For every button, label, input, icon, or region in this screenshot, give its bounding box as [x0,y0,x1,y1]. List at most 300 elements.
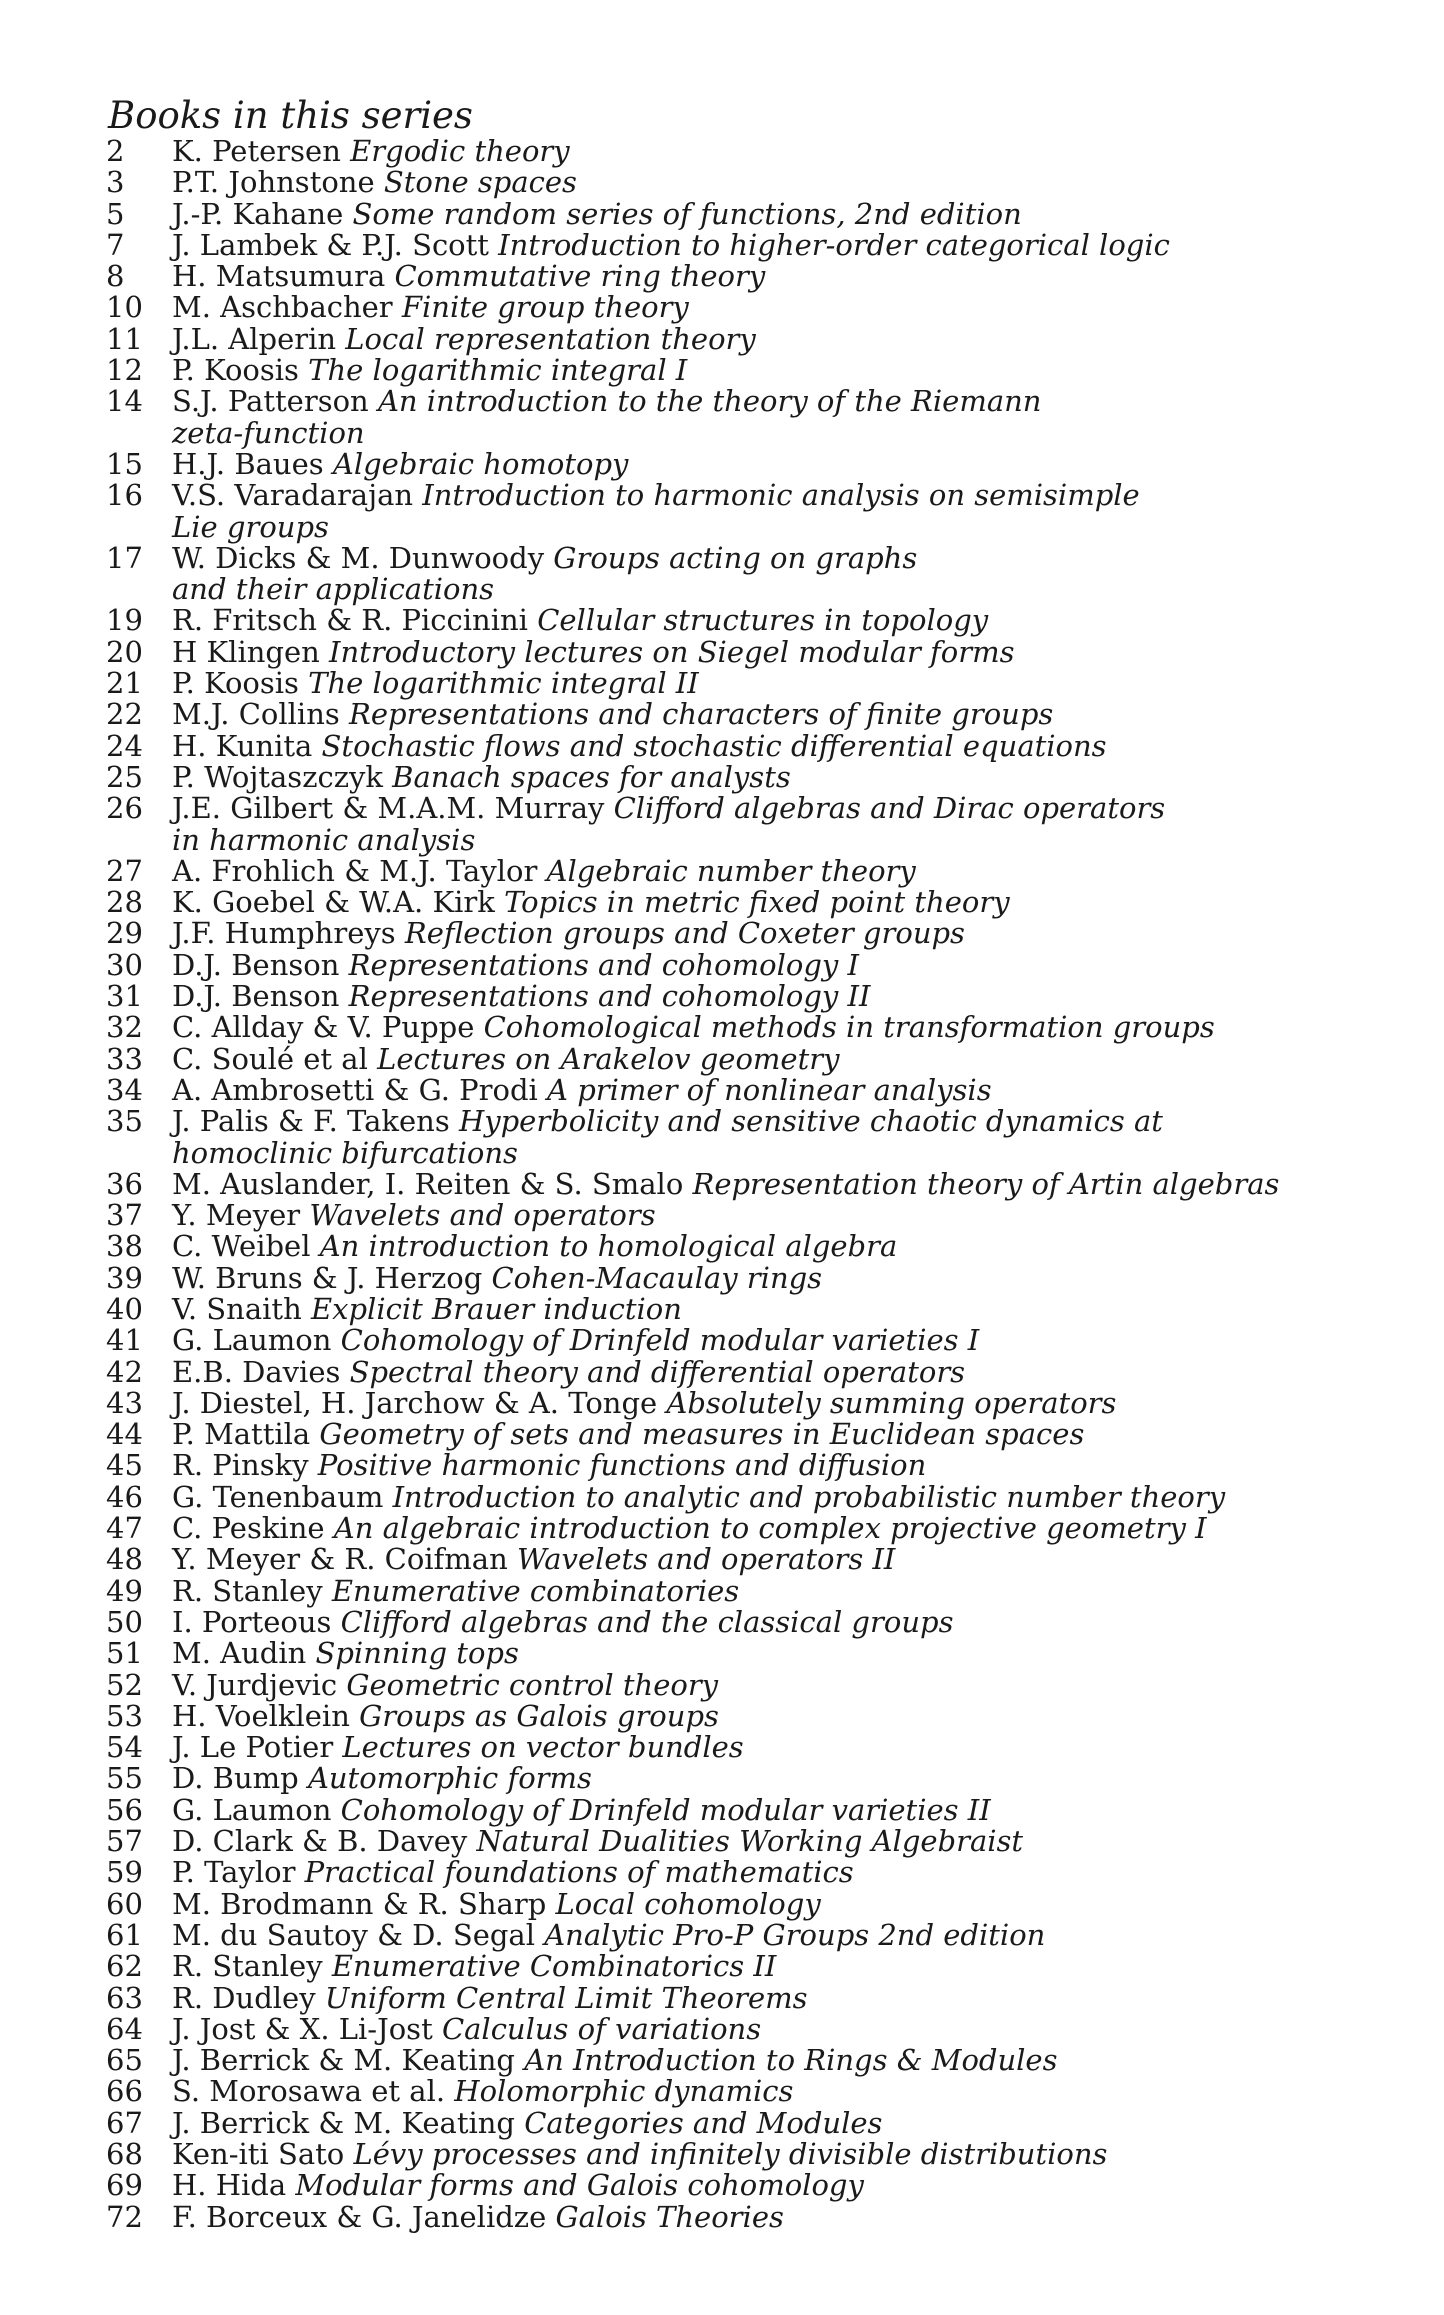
book-citation [172,699,1416,730]
book-citation [172,480,1416,543]
volume-number: 5 [106,196,125,231]
book-title: Reflection groups and Coxeter groups [404,916,965,951]
book-title: Enumerative Combinatorics II [331,1949,777,1984]
book-entry [106,261,1416,292]
citation-line [172,321,1416,356]
volume-number: 10 [106,290,143,325]
book-title: Cohomology of Drinfeld modular varieties II [340,1792,991,1827]
volume-number: 41 [106,1323,143,1358]
citation-line [172,2011,1416,2046]
book-entry [106,1072,1416,1107]
citation-line [172,1763,1416,1794]
volume-number: 60 [106,1886,143,1921]
citation-line [172,634,1416,669]
book-citation [172,1667,1416,1702]
citation-line [172,728,1416,763]
citation-line [172,605,1416,636]
book-author: J. Le Potier [172,1730,334,1765]
book-title: Cohomology of Drinfeld modular varieties I [340,1323,980,1358]
book-title: Enumerative combinatories [331,1573,740,1608]
citation-line [172,227,1416,262]
book-title: Introduction to harmonic analysis on semisimple [422,478,1140,513]
book-author: J.F. Humphreys [172,916,396,951]
book-title: Cohomological methods in transformation groups [483,1010,1215,1045]
book-entry [106,2045,1416,2076]
citation-line [172,1732,1416,1763]
book-author: R. Dudley [172,1980,316,2015]
book-author: D. Clark & B. Davey [172,1824,468,1859]
book-author: C. Weibel [172,1229,311,1264]
volume-number: 68 [106,2137,143,2171]
book-citation [172,1200,1416,1231]
volume-number: 66 [106,2074,143,2109]
book-author: K. Petersen [172,134,341,168]
citation-line [172,355,1416,386]
book-entry [106,136,1416,167]
volume-number: 29 [106,916,143,951]
citation-line [172,1604,1416,1639]
book-citation [172,446,1416,481]
volume-number: 69 [106,2168,143,2203]
citation-line [172,167,1416,198]
book-citation [172,1917,1416,1952]
volume-number: 7 [106,227,125,262]
book-entry [106,2139,1416,2170]
book-title: Algebraic homotopy [332,446,629,481]
citation-line [172,261,1416,292]
citation-line [172,2170,1416,2201]
book-author: P. Koosis [172,353,299,388]
book-entry [106,446,1416,481]
book-author: G. Laumon [172,1792,332,1827]
book-entry [106,634,1416,669]
book-author: J. Lambek & P.J. Scott [172,227,489,262]
volume-number: 64 [106,2011,143,2046]
book-author: J.L. Alperin [172,321,337,356]
book-citation [172,634,1416,669]
book-author: R. Fritsch & R. Piccinini [172,603,528,638]
book-title: Introductory lectures on Siegel modular forms [329,634,1015,669]
book-title: and their applications [172,572,495,607]
book-citation [172,292,1416,323]
citation-line [172,1826,1416,1857]
book-entry [106,1604,1416,1639]
book-author: H. Matsumura [172,259,386,294]
citation-line [172,1792,1416,1827]
book-author: H Klingen [172,634,320,669]
book-citation [172,1012,1416,1043]
book-title: Representations and cohomology II [348,979,871,1014]
book-title: A primer of nonlinear analysis [547,1072,992,1107]
volume-number: 59 [106,1855,143,1890]
book-entry [106,292,1416,323]
book-author: J. Berrick & M. Keating [172,2105,515,2140]
book-citation [172,1732,1416,1763]
volume-number: 3 [106,165,125,200]
citation-line [172,1667,1416,1702]
book-author: W. Dicks & M. Dunwoody [172,540,545,575]
book-citation [172,355,1416,386]
volume-number: 20 [106,634,143,669]
citation-line [172,2139,1416,2170]
book-entry [106,480,1416,543]
book-entry [106,1792,1416,1827]
citation-line [172,1385,1416,1420]
volume-number: 65 [106,2043,143,2078]
book-author: Y. Meyer & R. Coifman [172,1542,508,1577]
book-citation [172,605,1416,636]
citation-line [172,1479,1416,1514]
volume-number: 17 [106,540,143,575]
book-citation [172,227,1416,262]
book-entry [106,1479,1416,1514]
book-entry [106,793,1416,856]
book-entry [106,1231,1416,1262]
book-title: Topics in metric fixed point theory [504,885,1010,920]
volume-number: 33 [106,1041,143,1076]
book-entry [106,2076,1416,2107]
citation-line [172,981,1416,1012]
book-citation [172,1573,1416,1608]
book-citation [172,1260,1416,1295]
citation-line [172,1106,1416,1137]
volume-number: 16 [106,478,143,513]
volume-number: 24 [106,728,143,763]
book-title: zeta-function [172,415,365,450]
book-author: C. Soulé et al [172,1041,368,1076]
citation-line [172,668,1416,699]
book-title: Stochastic flows and stochastic differential equations [321,728,1107,763]
book-title: Hyperbolicity and sensitive chaotic dynamics at [458,1104,1163,1139]
volume-number: 30 [106,947,143,982]
book-author: J.-P. Kahane [172,196,344,231]
citation-line [172,1354,1416,1389]
book-title: Groups as Galois groups [359,1698,719,1733]
book-citation [172,1072,1416,1107]
citation-line [172,386,1416,417]
book-author: W. Bruns & J. Herzog [172,1260,483,1295]
book-title: Geometric control theory [346,1667,719,1702]
book-entry [106,887,1416,918]
book-author: S.J. Patterson [172,384,369,419]
book-author: I. Porteous [172,1604,332,1639]
book-author: J. Palis & F. Takens [172,1104,450,1139]
book-title: Stone spaces [383,165,577,200]
book-entry [106,699,1416,730]
volume-number: 12 [106,353,143,388]
book-author: A. Ambrosetti & G. Prodi [172,1072,538,1107]
book-citation [172,2045,1416,2076]
book-author: F. Borceux & G. Janelidze [172,2199,547,2234]
citation-line [172,446,1416,481]
book-citation [172,167,1416,198]
book-citation [172,1826,1416,1857]
book-author: M. du Sautoy & D. Segal [172,1917,535,1952]
citation-line [172,1135,1416,1170]
book-author: H. Voelklein [172,1698,350,1733]
book-author: P. Koosis [172,666,299,701]
book-title: Natural Dualities Working Algebraist [476,1824,1024,1859]
volume-number: 2 [106,134,125,168]
volume-number: 53 [106,1698,143,1733]
book-title: Representations and characters of finite groups [348,697,1054,732]
volume-number: 8 [106,259,125,294]
book-citation [172,1419,1416,1450]
book-citation [172,2139,1416,2170]
book-entry [106,1012,1416,1043]
book-entry [106,1698,1416,1733]
book-entry [106,227,1416,262]
book-title: The logarithmic integral II [308,666,699,701]
book-author: J. Berrick & M. Keating [172,2043,515,2078]
book-entry [106,918,1416,949]
book-entry [106,1260,1416,1295]
citation-line [172,1698,1416,1733]
book-citation [172,668,1416,699]
book-author: M. Aschbacher [172,290,393,325]
volume-number: 31 [106,979,143,1014]
citation-line [172,1231,1416,1262]
volume-number: 72 [106,2199,143,2234]
book-citation [172,853,1416,888]
book-title: Explicit Brauer induction [310,1291,682,1326]
book-entry [106,1450,1416,1481]
book-title: Uniform Central Limit Theorems [324,1980,808,2015]
book-entry [106,196,1416,231]
book-author: P. Wojtaszczyk [172,759,383,794]
book-entry [106,759,1416,794]
citation-line [172,1857,1416,1888]
book-author: C. Peskine [172,1511,325,1546]
volume-number: 19 [106,603,143,638]
book-author: G. Laumon [172,1323,332,1358]
book-entry [106,981,1416,1012]
book-citation [172,540,1416,607]
book-author: P.T. Johnstone [172,165,375,200]
book-citation [172,793,1416,856]
book-author: Ken-iti Sato [172,2137,345,2171]
citation-line [172,759,1416,794]
book-citation [172,1385,1416,1420]
book-author: H.J. Baues [172,446,324,481]
volume-number: 45 [106,1448,143,1483]
volume-number: 39 [106,1260,143,1295]
citation-line [172,1450,1416,1481]
volume-number: 11 [106,321,143,356]
book-citation [172,1450,1416,1481]
book-title: Local representation theory [345,321,756,356]
book-entry [106,1980,1416,2015]
book-entry [106,321,1416,356]
book-entry [106,1763,1416,1794]
book-author: P. Mattila [172,1417,311,1452]
volume-number: 51 [106,1636,143,1671]
book-citation [172,1479,1416,1514]
book-entry [106,1166,1416,1201]
book-author: S. Morosawa et al. [172,2074,446,2109]
book-title: Practical foundations of mathematics [304,1855,854,1890]
citation-line [172,1951,1416,1982]
book-citation [172,1951,1416,1982]
book-entry [106,1951,1416,1982]
series-heading: Books in this series [108,94,473,137]
volume-number: 25 [106,759,143,794]
book-title: Lectures on vector bundles [342,1730,744,1765]
citation-line [172,2105,1416,2140]
book-citation [172,1513,1416,1544]
book-entry [106,1732,1416,1763]
volume-number: 35 [106,1104,143,1139]
book-entry [106,1354,1416,1389]
book-entry [106,1573,1416,1608]
book-citation [172,1291,1416,1326]
book-title: Lévy processes and infinitely divisible distributions [353,2137,1108,2171]
book-citation [172,2199,1416,2234]
book-entry [106,2170,1416,2201]
book-title: Galois Theories [555,2199,784,2234]
citation-line [172,1291,1416,1326]
volume-number: 27 [106,853,143,888]
book-entry [106,1544,1416,1575]
book-author: M. Auslander, I. Reiten & S. Smalo [172,1166,684,1201]
book-title: Categories and Modules [524,2105,883,2140]
volume-number: 49 [106,1573,143,1608]
book-citation [172,136,1416,167]
volume-number: 42 [106,1354,143,1389]
book-citation [172,261,1416,292]
book-author: M.J. Collins [172,697,340,732]
book-author: V. Snaith [172,1291,302,1326]
volume-number: 55 [106,1761,143,1796]
book-citation [172,196,1416,231]
book-citation [172,947,1416,982]
book-citation [172,1041,1416,1076]
book-title: Clifford algebras and Dirac operators [613,791,1166,826]
citation-line [172,2045,1416,2076]
volume-number: 52 [106,1667,143,1702]
volume-number: 62 [106,1949,143,1984]
book-author: C. Allday & V. Puppe [172,1010,475,1045]
book-entry [106,167,1416,198]
volume-number: 61 [106,1917,143,1952]
book-author: H. Hida [172,2168,287,2203]
volume-number: 14 [106,384,143,419]
book-citation [172,1166,1416,1201]
book-citation [172,981,1416,1012]
book-author: D.J. Benson [172,947,340,982]
book-author: D. Bump [172,1761,299,1796]
book-author: V.S. Varadarajan [172,478,414,513]
book-title: Clifford algebras and the classical groups [340,1604,954,1639]
book-entry [106,1106,1416,1169]
citation-line [172,136,1416,167]
book-citation [172,1792,1416,1827]
book-author: H. Kunita [172,728,313,763]
citation-line [172,822,1416,857]
citation-line [172,1980,1416,2015]
book-author: A. Frohlich & M.J. Taylor [172,853,538,888]
book-entry [106,1325,1416,1356]
book-author: P. Taylor [172,1855,296,1890]
volume-number: 21 [106,666,143,701]
volume-number: 38 [106,1229,143,1264]
citation-line [172,1200,1416,1231]
book-author: E.B. Davies [172,1354,341,1389]
citation-line [172,509,1416,544]
book-entry [106,1667,1416,1702]
book-citation [172,321,1416,356]
book-citation [172,2105,1416,2140]
book-author: J. Diestel, H. Jarchow & A. Tonge [172,1385,658,1420]
book-entry [106,853,1416,888]
book-citation [172,1106,1416,1169]
book-citation [172,728,1416,763]
volume-number: 40 [106,1291,143,1326]
volume-number: 67 [106,2105,143,2140]
book-title: An algebraic introduction to complex projective geometry I [333,1511,1207,1546]
book-author: R. Pinsky [172,1448,309,1483]
volume-number: 43 [106,1385,143,1420]
book-entry [106,1826,1416,1857]
volume-number: 37 [106,1198,143,1233]
book-citation [172,1604,1416,1639]
book-citation [172,386,1416,449]
citation-line [172,1544,1416,1575]
citation-line [172,2199,1416,2234]
book-entry [106,1886,1416,1921]
book-title: Some random series of functions, 2nd edition [352,196,1022,231]
book-title: Modular forms and Galois cohomology [295,2168,864,2203]
book-title: Cellular structures in topology [537,603,989,638]
volume-number: 44 [106,1417,143,1452]
volume-number: 15 [106,446,143,481]
book-entry [106,605,1416,636]
book-title: Commutative ring theory [394,259,766,294]
citation-line [172,1260,1416,1295]
volume-number: 28 [106,885,143,920]
citation-line [172,480,1416,511]
book-author: R. Stanley [172,1949,323,1984]
book-title: homoclinic bifurcations [172,1135,518,1170]
book-citation [172,2170,1416,2201]
book-title: Lie groups [172,509,329,544]
book-title: Lectures on Arakelov geometry [377,1041,840,1076]
citation-line [172,1419,1416,1450]
citation-line [172,540,1416,575]
citation-line [172,853,1416,888]
citation-line [172,1072,1416,1107]
book-citation [172,2011,1416,2046]
book-entry [106,540,1416,607]
book-citation [172,1325,1416,1356]
book-title: Spinning tops [315,1636,519,1671]
citation-line [172,1325,1416,1356]
book-title: Groups acting on graphs [553,540,918,575]
volume-number: 46 [106,1479,143,1514]
book-title: An introduction to the theory of the Riemann [377,384,1042,419]
book-title: in harmonic analysis [172,822,476,857]
citation-line [172,1886,1416,1921]
book-entry [106,1419,1416,1450]
book-title: An Introduction to Rings & Modules [524,2043,1058,2078]
book-author: J. Jost & X. Li-Jost [172,2011,433,2046]
book-entry [106,1917,1416,1952]
volume-number: 48 [106,1542,143,1577]
book-title: Introduction to higher-order categorical logic [498,227,1170,262]
book-citation [172,1763,1416,1794]
book-author: K. Goebel & W.A. Kirk [172,885,495,920]
citation-line [172,415,1416,450]
